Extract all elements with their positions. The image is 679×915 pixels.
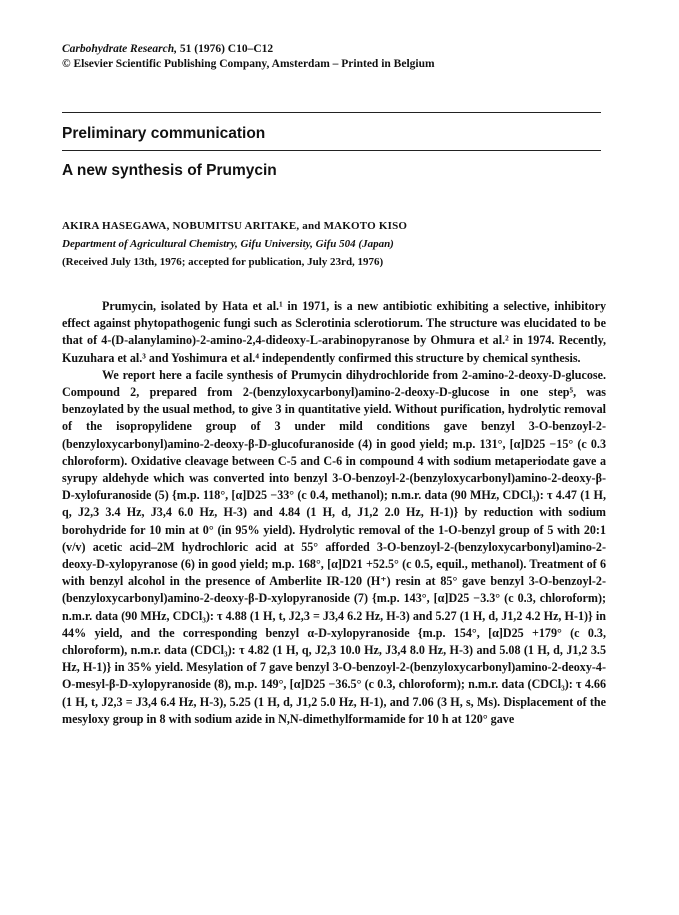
author-list: AKIRA HASEGAWA, NOBUMITSU ARITAKE, and MAKOTO KISO bbox=[62, 220, 408, 232]
article-title: A new synthesis of Prumycin bbox=[62, 162, 277, 179]
publisher-line: © Elsevier Scientific Publishing Company, Amsterdam – Printed in Belgium bbox=[62, 58, 435, 70]
section-rule bbox=[62, 150, 601, 151]
top-rule bbox=[62, 112, 601, 113]
affiliation: Department of Agricultural Chemistry, Gifu University, Gifu 504 (Japan) bbox=[62, 238, 394, 250]
article-body bbox=[62, 298, 606, 728]
paragraph-1: Prumycin, isolated by Hata et al.¹ in 1971, is a new antibiotic exhibiting a selective, inhibitory effect against phytopathogenic fungi such as Sclerotinia sclerotiorum. The structure was elucidated to be that of 4-(D-alanylamino)-2-amino-2,4-dideoxy-L-arabinopyranose by Ohmura et al.² in 1974. Recently, Kuzuhara et al.³ and Yoshimura et al.⁴ independently confirmed this structure by chemical synthesis. bbox=[62, 299, 606, 365]
journal-citation: 51 (1976) C10–C12 bbox=[179, 43, 274, 55]
received-dates: (Received July 13th, 1976; accepted for publication, July 23rd, 1976) bbox=[62, 256, 384, 268]
journal-name: Carbohydrate Research, bbox=[62, 43, 177, 55]
journal-header bbox=[62, 42, 435, 72]
paragraph-2: We report here a facile synthesis of Prumycin dihydrochloride from 2-amino-2-deoxy-D-glucose. Compound 2, prepared from 2-(benzyloxycarbonyl)amino-2-deoxy-D-glucose in one step⁵, was benzoylated by the usual method, to give 3 in quantitative yield. Without purification, hydrolytic removal of the isopropylidene group of 3 under mild conditions gave benzyl 3-O-benzoyl-2-(benzyloxycarbonyl)amino-2-deoxy-β-D-glucofuranoside (4) in good yield; m.p. 131°, [α]D25 −15° (c 0.3 chloroform). Oxidative cleavage between C-5 and C-6 in compound 4 with sodium metaperiodate gave a syrupy aldehyde which was converted into benzyl 3-O-benzoyl-2-(benzyloxycarbonyl)amino-2-deoxy-β-D-xylofuranoside (5) {m.p. 118°, [α]D25 −33° (c 0.4, methanol); n.m.r. data (90 MHz, CDCl₃): τ 4.47 (1 H, q, J2,3 3.4 Hz, J3,4 6.0 Hz, H-3) and 4.84 (1 H, d, J1,2 2.0 Hz, H-1)} by reduction with sodium borohydride for 10 min at 0° (in 95% yield). Hydrolytic removal of the 1-O-benzyl group of 5 with 20:1 (v/v) acetic acid–2M hydrochloric acid at 55° afforded 3-O-benzoyl-2-(benzyloxycarbonyl)amino-2-deoxy-D-xylopyranose (6) in good yield; m.p. 168°, [α]D21 +52.5° (c 0.5, equil., methanol). Treatment of 6 with benzyl alcohol in the presence of Amberlite IR-120 (H⁺) resin at 85° gave benzyl 3-O-benzoyl-2-(benzyloxycarbonyl)amino-2-deoxy-β-D-xylopyranoside (7) {m.p. 143°, [α]D25 −3.3° (c 0.3, chloroform); n.m.r. data (90 MHz, CDCl₃): τ 4.88 (1 H, t, J2,3 = J3,4 6.2 Hz, H-3) and 5.27 (1 H, d, J1,2 4.2 Hz, H-1)} in 44% yield, and the corresponding benzyl α-D-xylopyranoside {m.p. 154°, [α]D25 +179° (c 0.3, chloroform), n.m.r. data (CDCl₃): τ 4.82 (1 H, q, J2,3 10.0 Hz, J3,4 8.0 Hz, H-3) and 5.08 (1 H, d, J1,2 3.5 Hz, H-1)} in 35% yield. Mesylation of 7 gave benzyl 3-O-benzoyl-2-(benzyloxycarbonyl)amino-2-deoxy-4-O-mesyl-β-D-xylopyranoside (8), m.p. 149°, [α]D25 −36.5° (c 0.3, chloroform); n.m.r. data (CDCl₃): τ 4.66 (1 H, t, J2,3 = J3,4 6.4 Hz, H-3), 5.25 (1 H, d, J1,2 5.0 Hz, H-1), and 7.06 (3 H, s, Ms). Displacement of the mesyloxy group in 8 with sodium azide in N,N-dimethylformamide for 10 h at 120° gave bbox=[62, 367, 606, 726]
section-label: Preliminary communication bbox=[62, 125, 266, 142]
